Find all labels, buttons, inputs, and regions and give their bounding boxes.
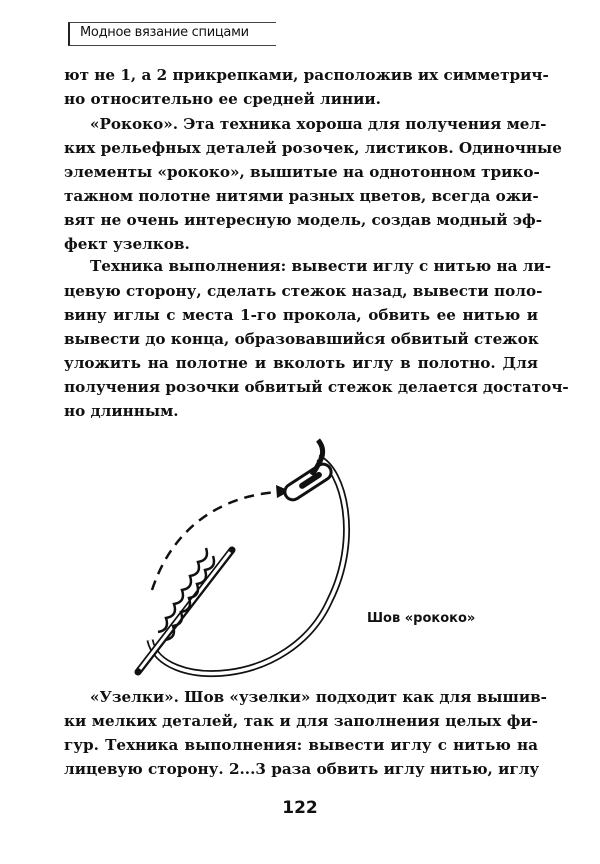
figure-caption: Шов «рококо» bbox=[367, 611, 476, 626]
text-line: элементы «рококо», вышитые на однотонном трико- bbox=[64, 163, 540, 181]
text-line: получения розочки обвитый стежок делается достаточ- bbox=[64, 378, 569, 396]
thread-loop bbox=[150, 458, 347, 674]
running-header-title: Модное вязание спицами bbox=[80, 25, 249, 40]
text-line: цевую сторону, сделать стежок назад, вывести поло- bbox=[64, 282, 543, 300]
text-line: тажном полотне нитями разных цветов, всегда ожи- bbox=[64, 187, 539, 205]
text-line: уложить на полотне и вколоть иглу в полотно. Для bbox=[64, 354, 538, 372]
text-line: фект узелков. bbox=[64, 235, 190, 253]
twisted-thread bbox=[158, 548, 214, 640]
text-line: ких рельефных деталей розочек, листиков. Одиночные bbox=[64, 139, 562, 157]
text-line: Техника выполнения: вывести иглу с нитью на ли- bbox=[90, 257, 552, 275]
page-number: 122 bbox=[282, 798, 318, 818]
text-line: ют не 1, а 2 прикрепками, расположив их симметрич- bbox=[64, 66, 549, 84]
text-line: вину иглы с места 1-го прокола, обвить ее нитью и bbox=[64, 306, 538, 324]
text-line: вят не очень интересную модель, создав модный эф- bbox=[64, 211, 542, 229]
text-line: вывести до конца, образовавшийся обвитый стежок bbox=[64, 330, 539, 348]
text-line: гур. Техника выполнения: вывести иглу с нитью на bbox=[64, 736, 538, 754]
text-line: «Узелки». Шов «узелки» подходит как для вышив- bbox=[90, 688, 547, 706]
needle-eye bbox=[282, 461, 334, 503]
text-line: лицевую сторону. 2...3 раза обвить иглу нитью, иглу bbox=[64, 760, 540, 778]
text-line: но длинным. bbox=[64, 402, 179, 420]
text-line: ки мелких деталей, так и для заполнения целых фи- bbox=[64, 712, 538, 730]
text-line: но относительно ее средней линии. bbox=[64, 90, 381, 108]
text-line: «Рококо». Эта техника хороша для получения мел- bbox=[90, 115, 547, 133]
